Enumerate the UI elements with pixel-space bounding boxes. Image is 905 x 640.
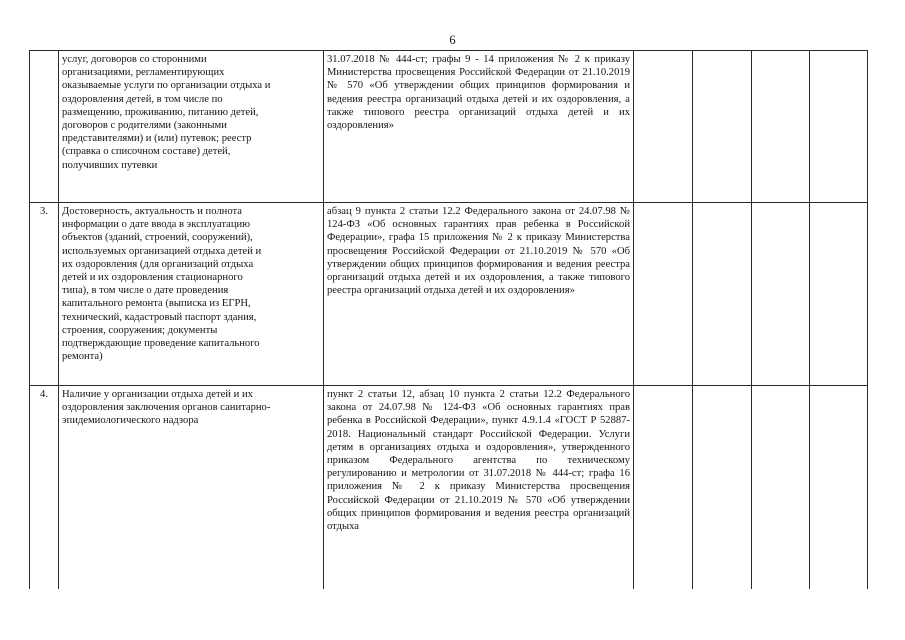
empty-cell [634,203,693,386]
requirement-cell [59,51,324,203]
requirement-cell [59,386,324,590]
row-number: 3. [30,203,59,386]
requirement-text: услуг, договоров со сторонними организациями, регламентирующих оказываемые услуги по организации отдыха и оздоровления детей, в том числе по размещению, проживанию, питанию детей, договоров с родителями (законными представителями) и (или) путевок; реестр (справка о списочном составе) детей, получивших путевки [62,54,271,171]
empty-cell [634,51,693,203]
table-row [30,386,868,590]
requirement-text: Наличие у организации отдыха детей и их оздоровления заключения органов санитарно- эпидемиологического надзора [62,389,271,427]
empty-cell [693,386,752,590]
requirement-cell [59,203,324,386]
legal-reference-text: пункт 2 статьи 12, абзац 10 пункта 2 статьи 12.2 Федерального закона от 24.07.98 № 124-ФЗ «Об основных гарантиях прав ребенка в Российской Федерации», пункт 4.9.1.4 «ГОСТ Р 52887-2018. Национальный стандарт Российской Федерации. Услуги детям в организациях отдыха и оздоровления», утвержденного приказом Федерального агентства по техническому регулированию и метрологии от 31.07.2018 № 444-ст; графа 16 приложения № 2 к приказу Министерства просвещения Российской Федерации от 21.10.2019 № 570 «Об утверждении общих принципов формирования и ведения реестра организаций отдыха [327,389,630,533]
legal-reference-text: абзац 9 пункта 2 статьи 12.2 Федерального закона от 24.07.98 № 124-ФЗ «Об основных гарантиях прав ребенка в Российской Федерации», графа 15 приложения № 2 к приказу Министерства просвещения Российской Федерации от 21.10.2019 № 570 «Об утверждении общих принципов формирования и ведения реестра организаций отдыха детей и их оздоровления, а также типового реестра организаций отдыха детей и их оздоровления» [327,206,630,297]
empty-cell [810,51,868,203]
empty-cell [752,386,810,590]
empty-cell [810,203,868,386]
legal-reference-cell [324,203,634,386]
empty-cell [693,203,752,386]
legal-reference-text: 31.07.2018 № 444-ст; графы 9 - 14 приложения № 2 к приказу Министерства просвещения Российской Федерации от 21.10.2019 № 570 «Об утверждении общих принципов формирования и ведения реестра организаций отдыха детей и их оздоровления, а также типового реестра организаций отдыха детей и их оздоровления» [327,54,630,132]
table-row [30,203,868,386]
row-number: 4. [30,386,59,590]
legal-reference-cell [324,386,634,590]
requirement-text: Достоверность, актуальность и полнота информации о дате ввода в эксплуатацию объектов (зданий, строений, сооружений), используемых организацией отдыха детей и их оздоровления (для организаций отдыха детей и их оздоровления стационарного типа), в том числе о дате проведения капитального ремонта (выписка из ЕГРН, технический, кадастровый паспорт здания, строения, сооружения; документы подтверждающие проведение капитального ремонта) [62,206,262,363]
legal-reference-cell [324,51,634,203]
row-number [30,51,59,203]
empty-cell [752,51,810,203]
page-number: 6 [449,33,456,47]
empty-cell [634,386,693,590]
empty-cell [752,203,810,386]
table-row [30,51,868,203]
empty-cell [693,51,752,203]
requirements-table [29,50,868,589]
empty-cell [810,386,868,590]
